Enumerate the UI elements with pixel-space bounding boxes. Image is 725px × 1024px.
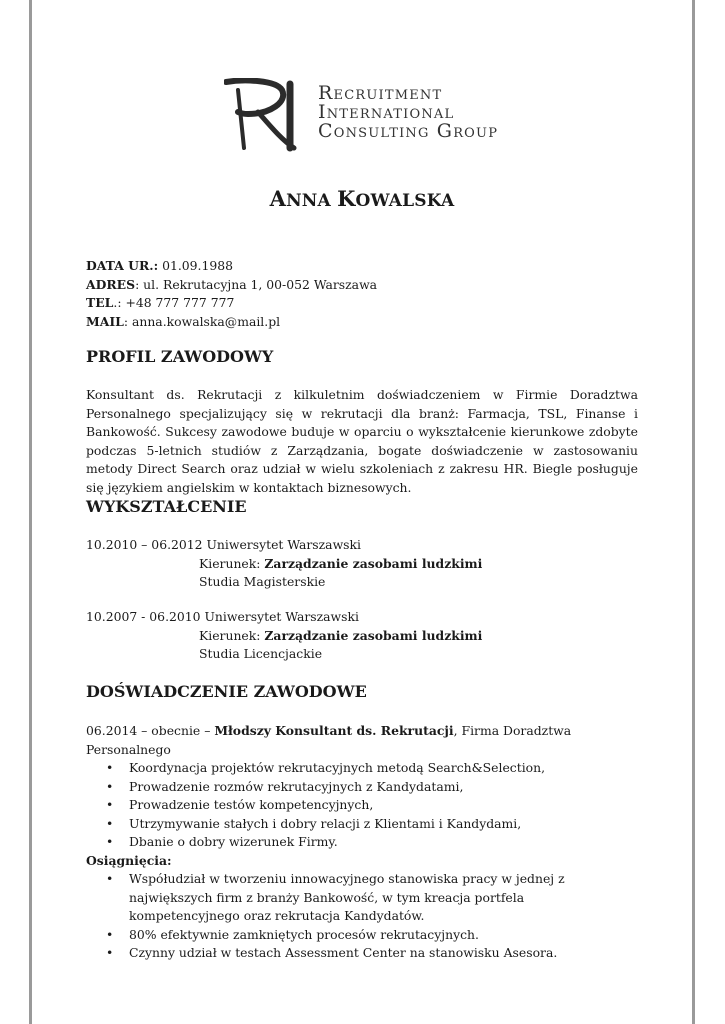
list-item: [86, 926, 638, 945]
list-item: [86, 944, 638, 963]
job-company: , Firma Doradztwa Personalnego: [86, 723, 572, 757]
bullet: •: [106, 797, 114, 812]
name-last-initial: K: [337, 186, 356, 211]
contact-tel: [86, 294, 638, 313]
bullet: •: [106, 778, 114, 794]
achievements-label: [86, 852, 638, 871]
duty-text: Dbanie o dobry wizerunek Firmy.: [129, 834, 338, 849]
job-title: Młodszy Konsultant ds. Rekrutacji: [214, 723, 454, 738]
page-border-left: [29, 0, 32, 1024]
contact-dob: [86, 257, 638, 276]
achievements-list: [86, 870, 638, 963]
company-logo: [224, 78, 504, 152]
profile-text: Konsultant ds. Rekrutacji z kilkuletnim doświadczeniem w Firmie Doradztwa Personalnego specjalizujący się w rekrutacji dla branż: Farmacja, TSL, Finanse i Bankowość. Sukcesy zawodowe buduje w oparciu o wykształcenie kierunkowe zdobyte podczas 5-letnich studiów z Zarządzania, bogate doświadczenie w zastosowaniu metody Direct Search oraz udział w wielu szkoleniach z zakresu HR. Biegle posługuje się językiem angielskim w kontaktach biznesowych.: [86, 387, 638, 495]
tel-value: .: +48 777 777 777: [113, 295, 235, 310]
duty-text: Prowadzenie rozmów rekrutacyjnych z Kandydatami,: [129, 778, 464, 794]
name-first-rest: NNA: [286, 191, 331, 211]
duty-text: Utrzymywanie stałych i dobry relacji z Klientami i Kandydami,: [129, 815, 522, 831]
field-value: Zarządzanie zasobami ludzkimi: [264, 555, 483, 571]
job-period: 06.2014 – obecnie –: [86, 723, 215, 738]
education-entry-2: [86, 608, 638, 664]
logo-line-2: International: [318, 101, 455, 123]
bullet: •: [106, 926, 114, 942]
list-item: [86, 796, 638, 815]
page-border-right: [692, 0, 695, 1024]
education-field: [86, 627, 638, 646]
bullet: •: [106, 945, 114, 960]
dob-label: DATA UR.:: [86, 258, 159, 273]
job-line: [86, 722, 638, 759]
bullet: •: [106, 834, 114, 849]
duties-list: [86, 759, 638, 852]
mail-label: MAIL: [86, 313, 124, 329]
candidate-name: [86, 186, 638, 211]
education-degree: Studia Magisterskie: [199, 574, 326, 589]
list-item: [86, 833, 638, 852]
bullet: •: [106, 815, 114, 831]
education-field: [86, 555, 638, 574]
tel-label: TEL: [86, 295, 114, 310]
ri-monogram-icon: [224, 78, 314, 152]
contact-address: [86, 276, 638, 295]
list-item: [86, 870, 638, 926]
experience-block: [86, 722, 638, 963]
logo-wordmark: [318, 84, 498, 141]
experience-heading: DOŚWIADCZENIE ZAWODOWE: [86, 682, 367, 701]
list-item: [86, 759, 638, 778]
logo-line-3: Consulting Group: [318, 120, 499, 142]
name-first-initial: A: [269, 186, 287, 211]
education-heading: WYKSZTAŁCENIE: [86, 497, 247, 516]
contact-block: [86, 257, 638, 331]
education-entry-1: [86, 536, 638, 592]
field-label: Kierunek:: [199, 627, 265, 643]
list-item: [86, 778, 638, 797]
education-degree: Studia Licencjackie: [199, 646, 323, 661]
dob-value: 01.09.1988: [158, 258, 234, 273]
duty-text: Koordynacja projektów rekrutacyjnych metodą Search&Selection,: [129, 760, 546, 775]
field-label: Kierunek:: [199, 555, 265, 571]
education-period: 10.2007 - 06.2010 Uniwersytet Warszawski: [86, 609, 359, 624]
achievement-text: Współudział w tworzeniu innowacyjnego stanowiska pracy w jednej z największych firm z branży Bankowość, w tym kreacja portfela kompetencyjnego oraz rekrutacja Kandydatów.: [129, 871, 565, 923]
profile-heading: PROFIL ZAWODOWY: [86, 347, 274, 366]
contact-mail: [86, 313, 638, 332]
name-last-rest: OWALSKA: [355, 191, 455, 211]
duty-text: Prowadzenie testów kompetencyjnych,: [129, 797, 374, 812]
address-label: ADRES: [86, 276, 136, 292]
achievement-text: Czynny udział w testach Assessment Center na stanowisku Asesora.: [129, 945, 558, 960]
address-value: : ul. Rekrutacyjna 1, 00-052 Warszawa: [135, 276, 378, 292]
education-period: 10.2010 – 06.2012 Uniwersytet Warszawski: [86, 537, 362, 552]
bullet: •: [106, 871, 114, 886]
achievements-label-text: Osiągnięcia:: [86, 852, 172, 868]
list-item: [86, 815, 638, 834]
achievement-text: 80% efektywnie zamkniętych procesów rekrutacyjnych.: [129, 926, 479, 942]
logo-line-1: Recruitment: [318, 82, 443, 104]
field-value: Zarządzanie zasobami ludzkimi: [264, 627, 483, 643]
bullet: •: [106, 760, 114, 775]
mail-value: : anna.kowalska@mail.pl: [123, 313, 281, 329]
